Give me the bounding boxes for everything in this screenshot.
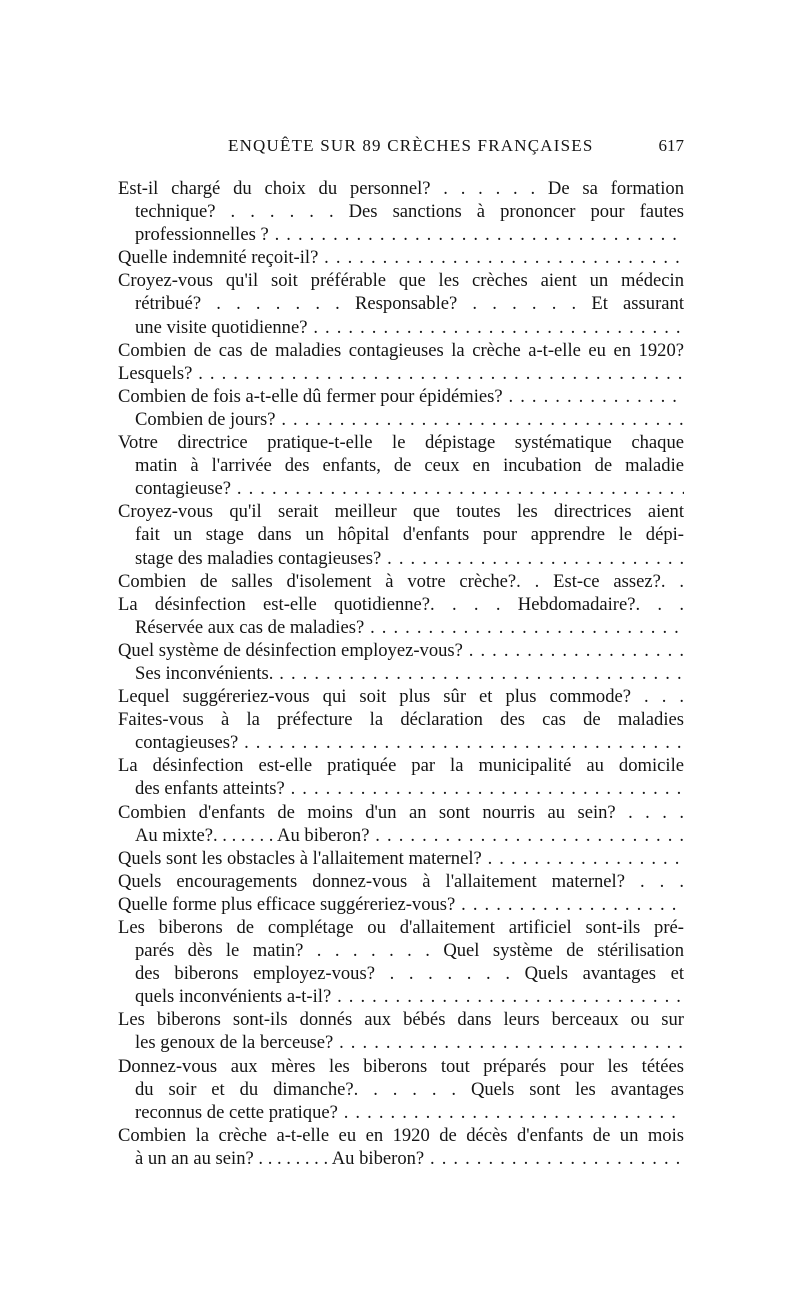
text-line: reconnus de cette pratique? . . . <box>118 1101 684 1124</box>
text-line: rétribué? . . . . . . . Responsable? . . . . . . Et assurant <box>135 293 684 315</box>
text-line: Lesquels? . . . <box>118 362 684 385</box>
text-line: les genoux de la berceuse? . . . <box>118 1031 684 1054</box>
text-line: matin à l'arrivée des enfants, de ceux en incubation de maladie <box>135 455 684 477</box>
text-line: Combien d'enfants de moins d'un an sont nourris au sein? . . . . <box>118 801 684 823</box>
text-line: Quels sont les obstacles à l'allaitement maternel? . . . <box>118 847 684 870</box>
text-line: Réservée aux cas de maladies? . . . <box>118 616 684 639</box>
text-line: contagieuse? . . . <box>118 477 684 500</box>
text-line: Quels encouragements donnez-vous à l'allaitement maternel? . . . <box>118 870 684 892</box>
text-line: parés dès le matin? . . . . . . . Quel système de stérilisation <box>135 940 684 962</box>
text-line: La désinfection est-elle quotidienne?. . . . Hebdomadaire?. . . <box>118 593 684 615</box>
text-line: des biberons employez-vous? . . . . . . . Quels avantages et <box>135 963 684 985</box>
text-line: La désinfection est-elle pratiquée par la municipalité au domicile <box>118 755 684 777</box>
text-line: stage des maladies contagieuses? . . . <box>118 547 684 570</box>
text-line: Croyez-vous qu'il serait meilleur que toutes les directrices aient <box>118 501 684 523</box>
text-line: contagieuses? . . . <box>118 731 684 754</box>
text-line: technique? . . . . . . Des sanctions à prononcer pour fautes <box>135 201 684 223</box>
questionnaire-text <box>118 177 684 1170</box>
text-line: Combien de jours? . . . <box>118 408 684 431</box>
text-line: Quelle forme plus efficace suggéreriez-vous? . . . <box>118 893 684 916</box>
text-line: Combien de salles d'isolement à votre crèche?. . Est-ce assez?. . <box>118 570 684 592</box>
text-line: Votre directrice pratique-t-elle le dépistage systématique chaque <box>118 432 684 454</box>
text-line: fait un stage dans un hôpital d'enfants pour apprendre le dépi- <box>135 524 684 546</box>
text-line: des enfants atteints? . . . <box>118 777 684 800</box>
text-line: Quelle indemnité reçoit-il? . . . <box>118 246 684 269</box>
text-line: Combien la crèche a-t-elle eu en 1920 de décès d'enfants de un mois <box>118 1124 684 1146</box>
page-number: 617 <box>658 136 684 155</box>
text-line: une visite quotidienne? . . . <box>118 316 684 339</box>
running-head: ENQUÊTE SUR 89 CRÈCHES FRANÇAISES <box>228 136 594 155</box>
text-line: Au mixte?. . . . . . . Au biberon? . . . <box>118 824 684 847</box>
text-line: quels inconvénients a-t-il? . . . <box>118 985 684 1008</box>
text-line: Les biberons de complétage ou d'allaitement artificiel sont-ils pré- <box>118 917 684 938</box>
text-line: Lequel suggéreriez-vous qui soit plus sûr et plus commode? . . . <box>118 686 684 708</box>
text-line: Donnez-vous aux mères les biberons tout préparés pour les tétées <box>118 1055 684 1077</box>
text-line: Est-il chargé du choix du personnel? . . . . . . De sa formation <box>118 178 684 199</box>
text-line: Combien de fois a-t-elle dû fermer pour épidémies? . . . <box>118 385 684 408</box>
text-line: du soir et du dimanche?. . . . . . Quels sont les avantages <box>135 1078 684 1100</box>
text-line: Quel système de désinfection employez-vous? . . . <box>118 639 684 662</box>
text-line: Croyez-vous qu'il soit préférable que les crèches aient un médecin <box>118 270 684 292</box>
text-line: Combien de cas de maladies contagieuses la crèche a-t-elle eu en 1920? <box>118 339 684 361</box>
text-line: Faites-vous à la préfecture la déclaration des cas de maladies <box>118 709 684 731</box>
text-line: Les biberons sont-ils donnés aux bébés dans leurs berceaux ou sur <box>118 1009 684 1031</box>
text-line: à un an au sein? . . . . . . . . Au biberon? . . . <box>118 1147 684 1170</box>
text-line: professionnelles ? . . . <box>118 223 684 246</box>
text-line: Ses inconvénients. . . . <box>118 662 684 685</box>
page-header <box>118 136 684 162</box>
